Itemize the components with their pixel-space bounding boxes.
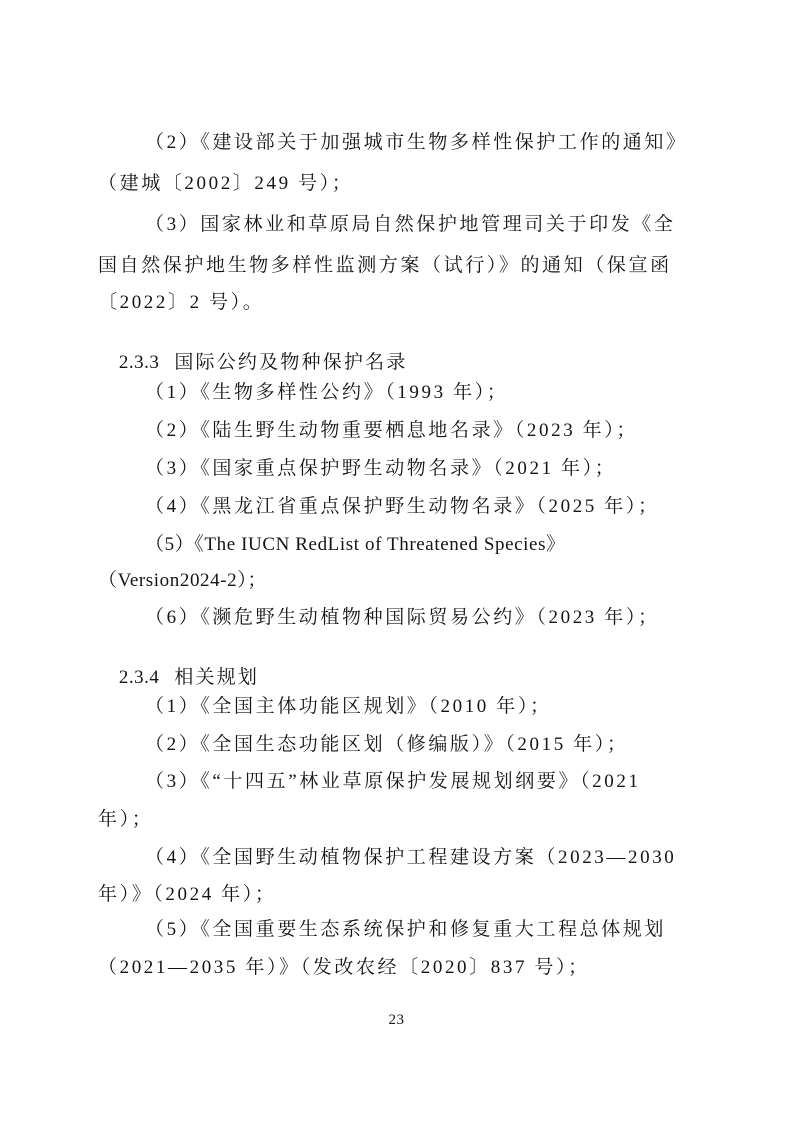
paragraph-notice2-line2: （建城〔2002〕249 号）； (98, 173, 354, 194)
paragraph-notice3-line2: 国自然保护地生物多样性监测方案（试行）》的通知（保宣函 (98, 255, 672, 276)
list-item-line2: 年）》（2024 年）； (98, 884, 277, 905)
list-item-iucn-line2: （Version2024-2）； (98, 570, 267, 591)
section-number: 2.3.3 (118, 352, 160, 373)
paragraph-notice2-line1: （2）《建设部关于加强城市生物多样性保护工作的通知》 (145, 132, 688, 153)
section-title: 国际公约及物种保护名录 (174, 352, 408, 373)
list-item-line2: （2021—2035 年）》（发改农经〔2020〕837 号）； (98, 957, 590, 978)
list-item: （3）《国家重点保护野生动物名录》（2021 年）； (145, 458, 617, 479)
paragraph-notice3-line3: 〔2022〕2 号）。 (98, 292, 265, 313)
section-number: 2.3.4 (118, 667, 160, 688)
list-item: （6）《濒危野生动植物种国际贸易公约》（2023 年）； (145, 607, 660, 628)
list-item-iucn-line1: （5）《The IUCN RedList of Threatened Species》 (145, 534, 566, 555)
list-item-line1: （4）《全国野生动植物保护工程建设方案（2023—2030 (145, 847, 677, 868)
list-item: （4）《黑龙江省重点保护野生动物名录》（2025 年）； (145, 496, 660, 517)
section-title: 相关规划 (174, 667, 260, 688)
list-item: （1）《生物多样性公约》（1993 年）； (145, 382, 509, 403)
list-item-line1: （3）《“十四五”林业草原保护发展规划纲要》（2021 (145, 771, 641, 792)
paragraph-notice3-line1: （3）国家林业和草原局自然保护地管理司关于印发《全 (145, 214, 676, 235)
page-number: 23 (388, 1012, 405, 1028)
list-item: （1）《全国主体功能区规划》（2010 年）； (145, 696, 552, 717)
list-item-line2: 年）； (98, 809, 154, 830)
list-item: （2）《陆生野生动物重要栖息地名录》（2023 年）； (145, 420, 638, 441)
list-item: （2）《全国生态功能区划（修编版）》（2015 年）； (145, 734, 629, 755)
list-item-line1: （5）《全国重要生态系统保护和修复重大工程总体规划 (145, 919, 667, 940)
